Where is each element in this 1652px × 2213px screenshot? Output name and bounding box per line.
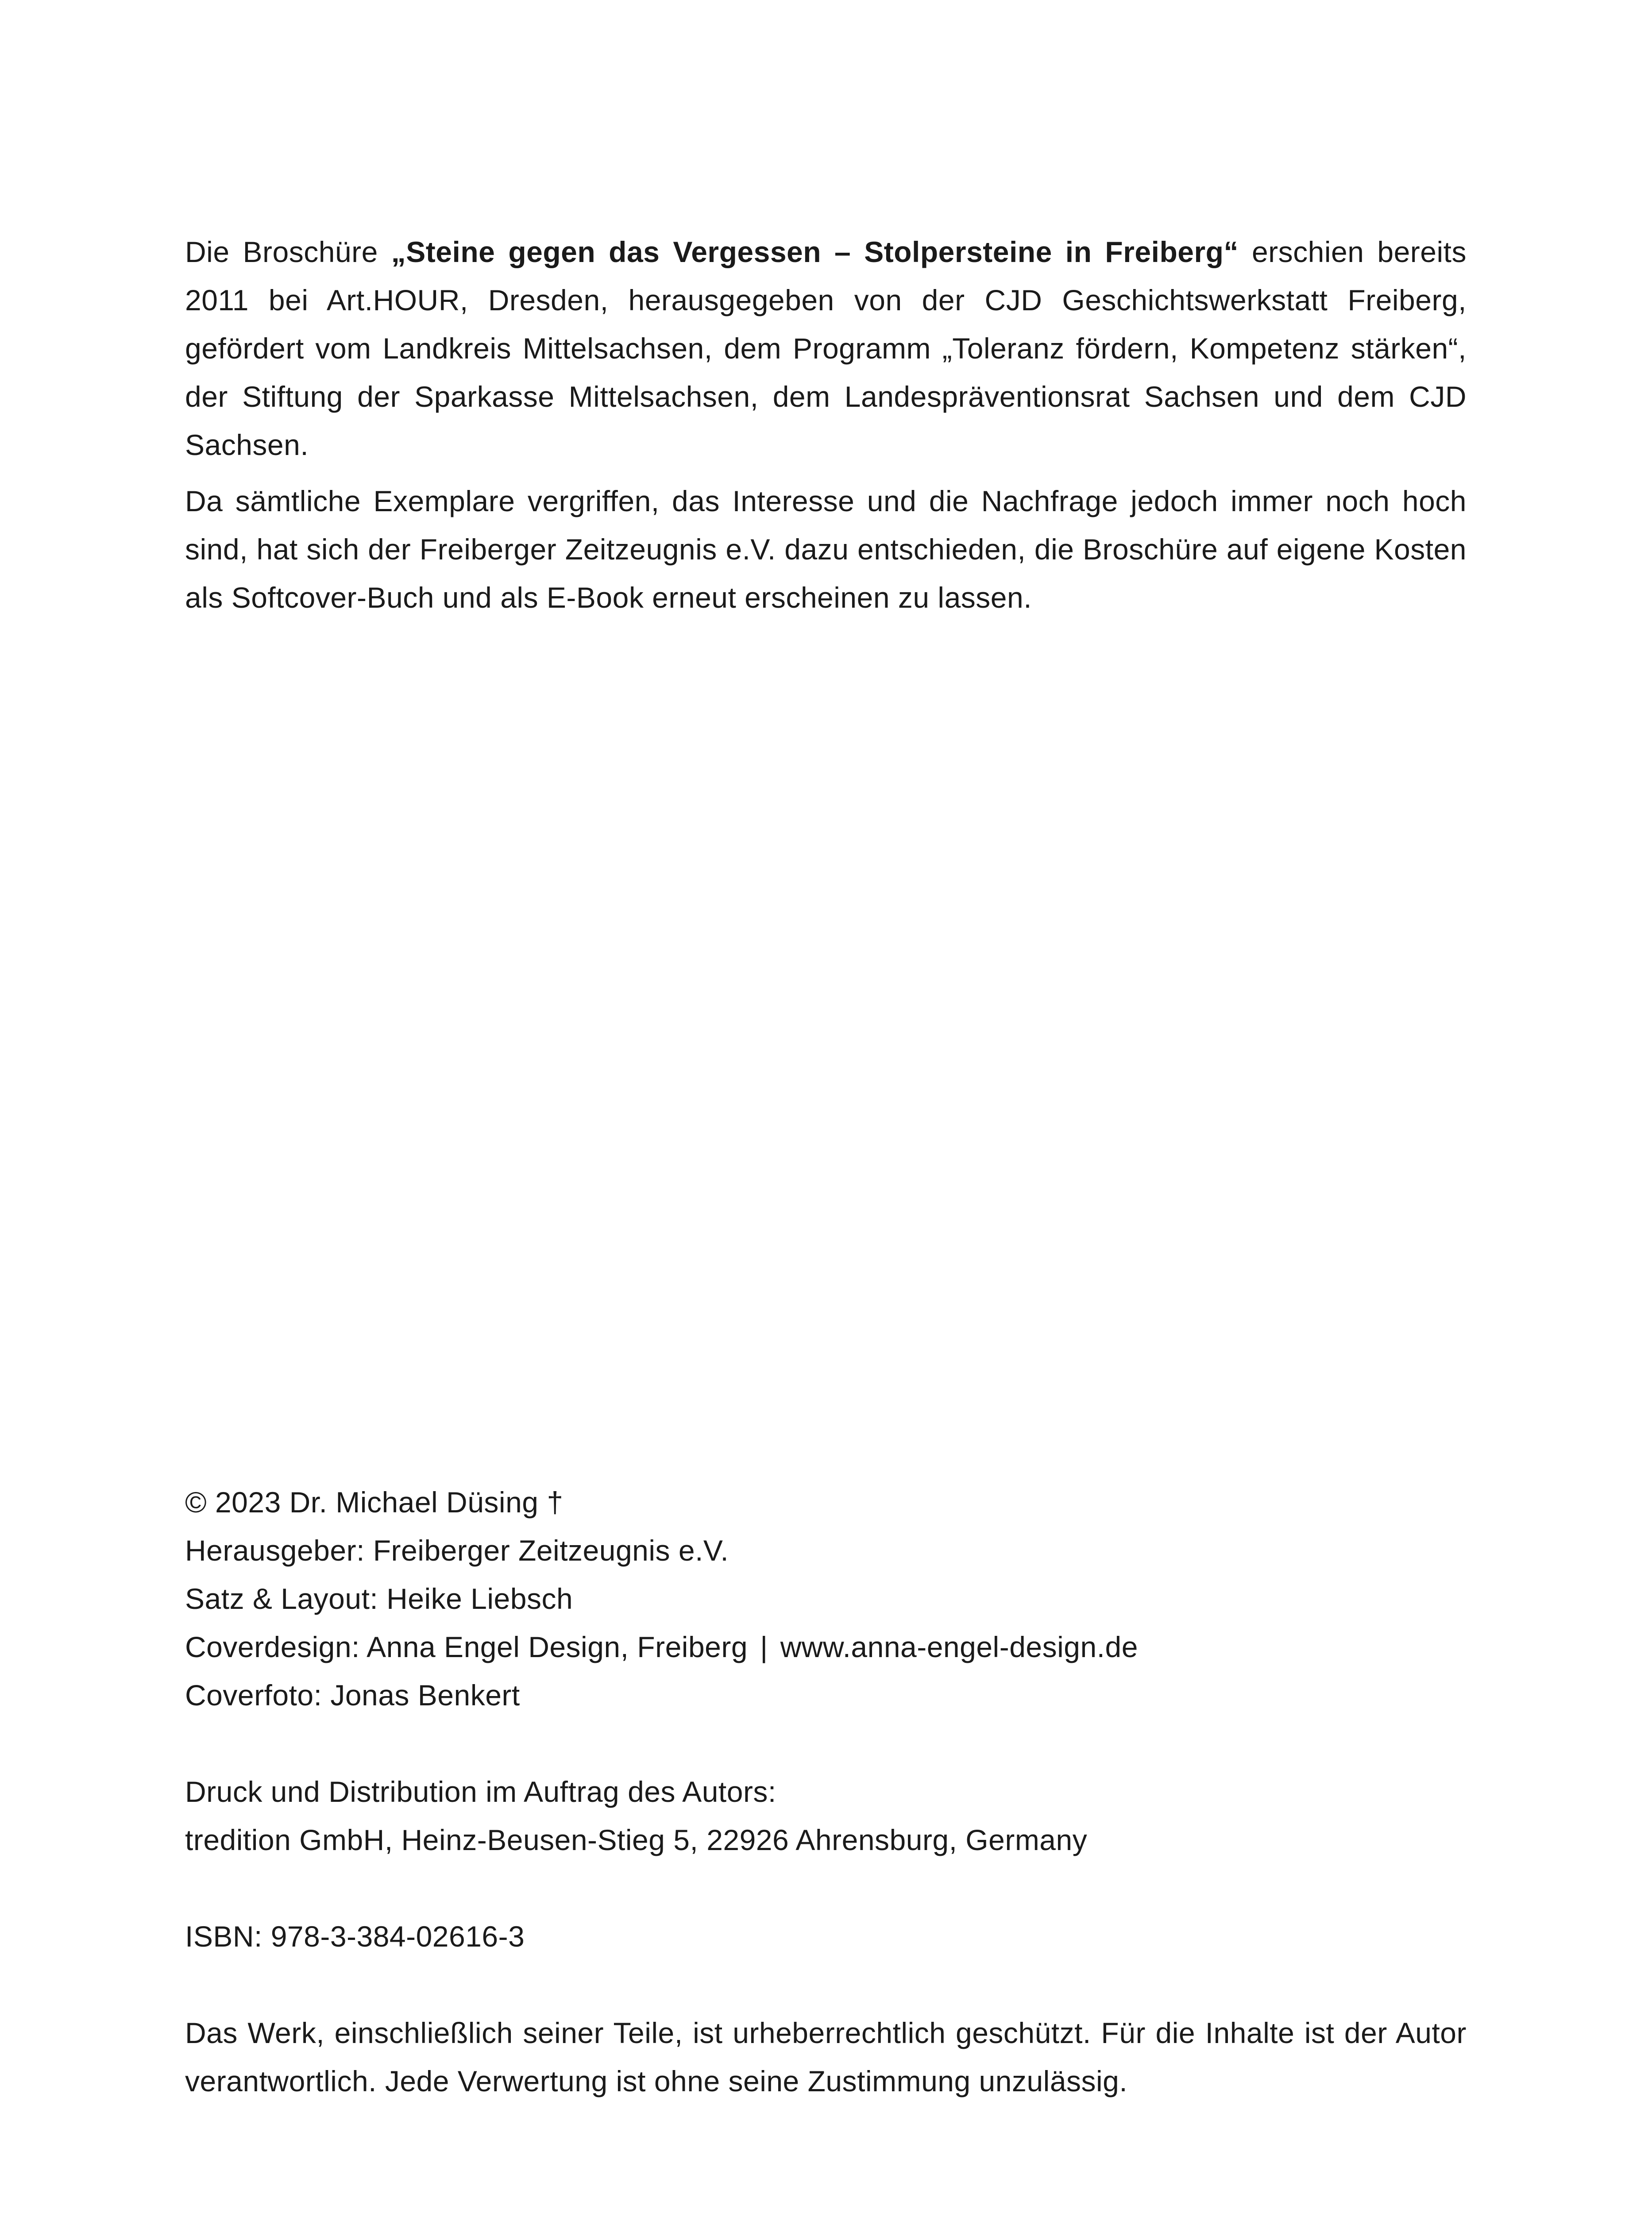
imprint-section xyxy=(185,1478,1467,2105)
isbn-block xyxy=(185,1912,1467,1961)
print-label: Druck und Distribution im Auftrag des Autors: xyxy=(185,1775,776,1808)
intro-paragraph-1-start: Die Broschüre xyxy=(185,235,391,268)
cover-design-url: www.anna-engel-design.de xyxy=(780,1631,1138,1663)
rights-block xyxy=(185,2009,1467,2105)
cover-photo-line: Coverfoto: Jonas Benkert xyxy=(185,1679,520,1712)
intro-paragraph-1-rest: erschien bereits 2011 bei Art.HOUR, Dresden, herausgegeben von der CJD Geschichtswerkstatt Freiberg, gefördert vom Landkreis Mittelsachsen, dem Programm „Toleranz fördern, Kompetenz stärken“, der Stiftung der Sparkasse Mittelsachsen, dem Landespräventionsrat Sachsen und dem CJD Sachsen. xyxy=(185,235,1467,461)
cover-design-text: Coverdesign: Anna Engel Design, Freiberg xyxy=(185,1631,748,1663)
intro-section xyxy=(185,228,1467,622)
isbn-line: ISBN: 978-3-384-02616-3 xyxy=(185,1920,525,1953)
separator: | xyxy=(760,1631,768,1663)
cover-design-line xyxy=(185,1623,1467,1671)
intro-paragraph-2: Da sämtliche Exemplare vergriffen, das Interesse und die Nachfrage jedoch immer noch hoch sind, hat sich der Freiberger Zeitzeugnis e.V. dazu entschieden, die Broschüre auf eigene Kosten als Softcover-Buch und als E-Book erneut erscheinen zu lassen. xyxy=(185,485,1467,614)
publisher-line: Herausgeber: Freiberger Zeitzeugnis e.V. xyxy=(185,1534,729,1567)
rights-text: Das Werk, einschließlich seiner Teile, ist urheberrechtlich geschützt. Für die Inhalte ist der Autor verantwortlich. Jede Verwertung ist ohne seine Zustimmung unzulässig. xyxy=(185,2016,1467,2097)
copyright-line: © 2023 Dr. Michael Düsing † xyxy=(185,1486,564,1519)
layout-line: Satz & Layout: Heike Liebsch xyxy=(185,1582,573,1615)
print-block xyxy=(185,1768,1467,1864)
intro-paragraph-1 xyxy=(185,228,1467,469)
brochure-title: „Steine gegen das Vergessen – Stolpersteine in Freiberg“ xyxy=(391,235,1239,268)
credits-block xyxy=(185,1478,1467,1720)
print-address: tredition GmbH, Heinz-Beusen-Stieg 5, 22926 Ahrensburg, Germany xyxy=(185,1824,1088,1856)
